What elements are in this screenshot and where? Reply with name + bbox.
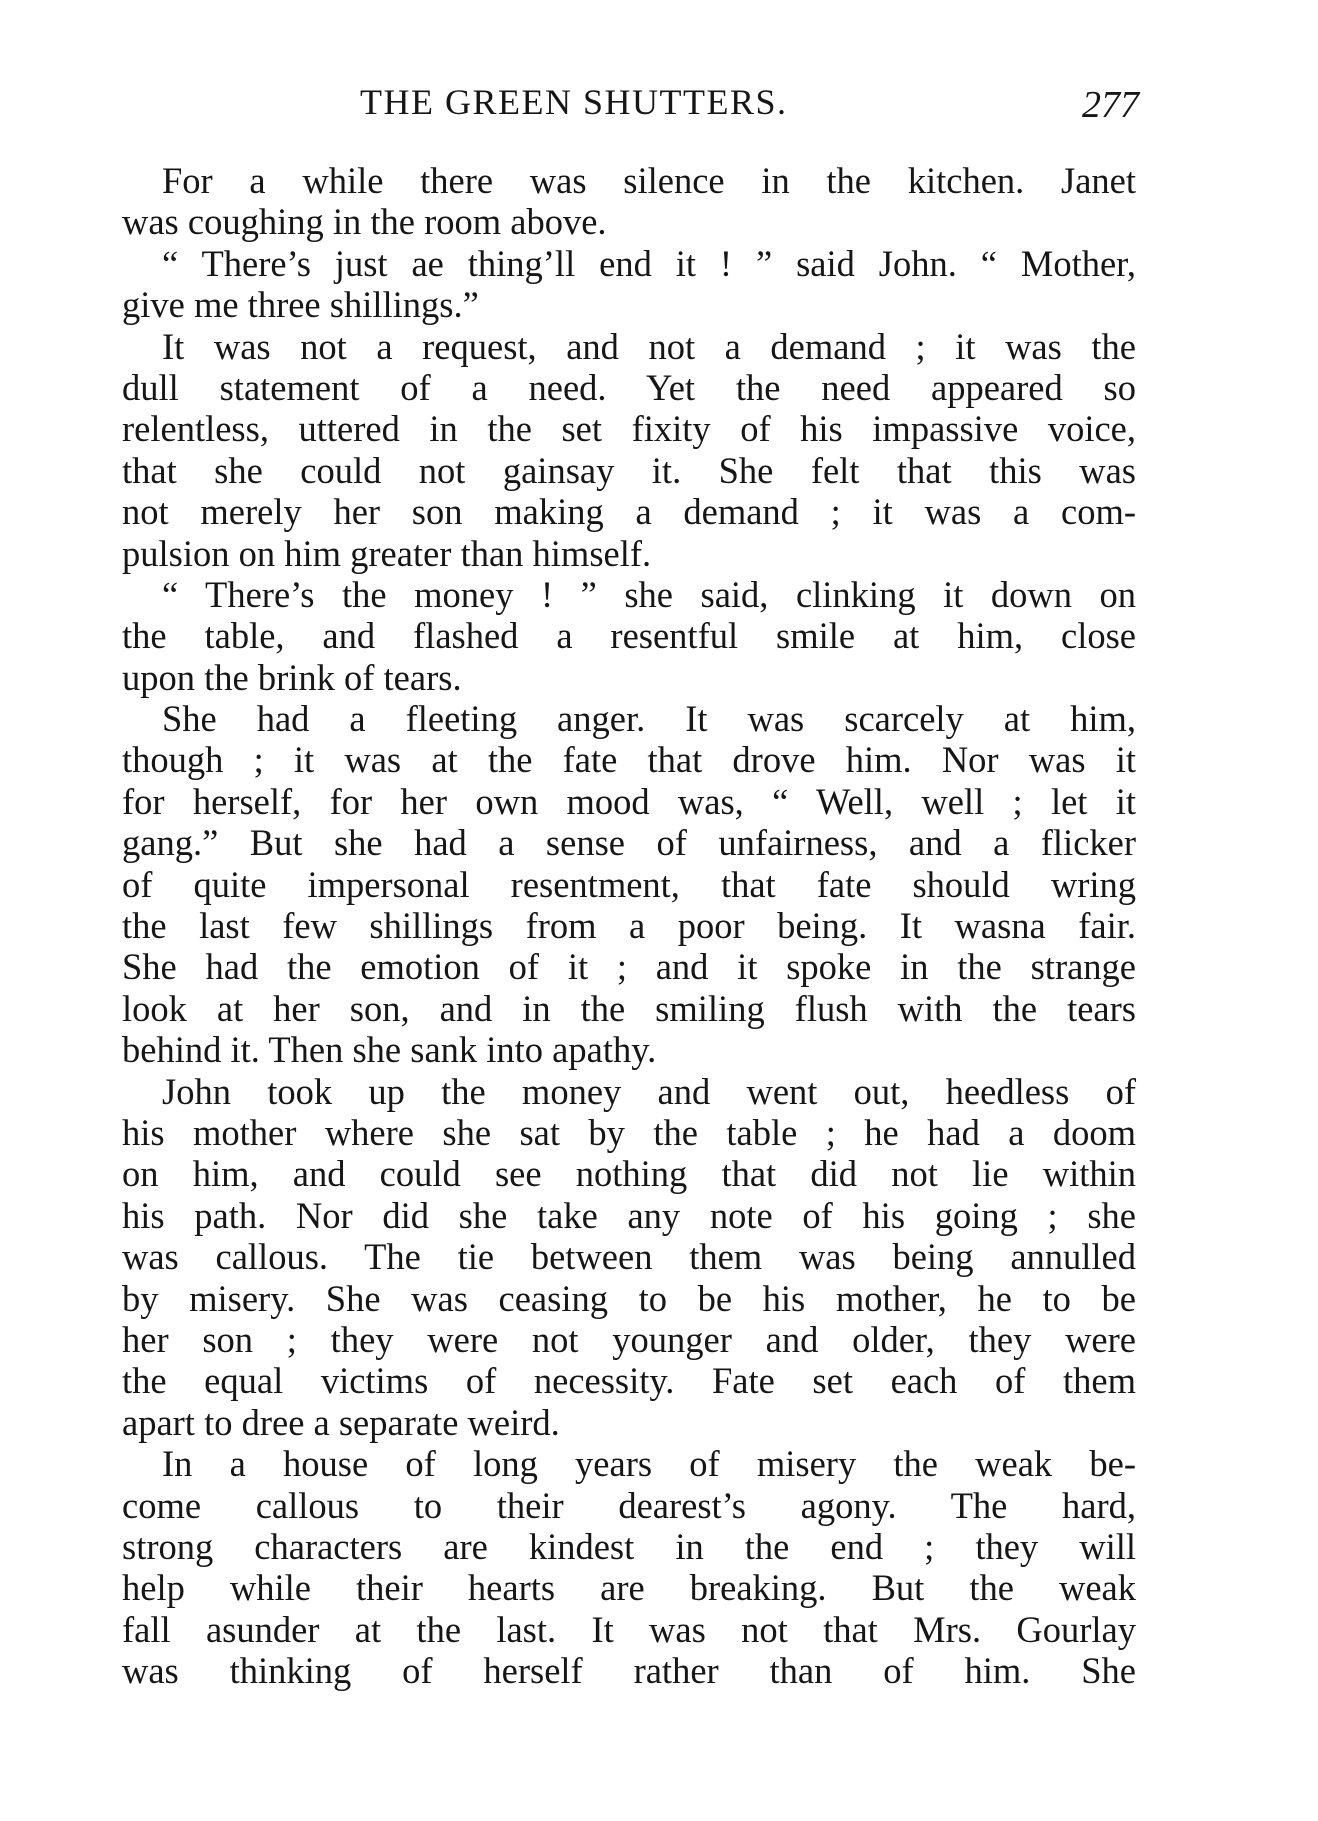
text-line: help while their hearts are breaking. But the weak (122, 1567, 1136, 1609)
text-line: gang.” But she had a sense of unfairness, and a flicker (122, 822, 1136, 864)
text-line: For a while there was silence in the kitchen. Janet (162, 160, 1136, 201)
text-line: for herself, for her own mood was, “ Well, well ; let it (122, 780, 1136, 822)
text-line: his mother where she sat by the table ; he had a doom (122, 1111, 1136, 1153)
text-line: In a house of long years of misery the weak be- (162, 1443, 1136, 1485)
text-line: was thinking of herself rather than of him. She (122, 1650, 1136, 1692)
text-line: of quite impersonal resentment, that fate should wring (122, 863, 1136, 905)
text-line: She had the emotion of it ; and it spoke in the strange (122, 946, 1136, 988)
text-line: apart to dree a separate weird. (122, 1401, 560, 1443)
text-line: was callous. The tie between them was being annulled (122, 1236, 1136, 1278)
paragraph (122, 574, 1136, 698)
paragraph (122, 326, 1136, 574)
text-line: the equal victims of necessity. Fate set each of them (122, 1360, 1136, 1402)
text-line: that she could not gainsay it. She felt that this was (122, 449, 1136, 491)
text-line: his path. Nor did she take any note of his going ; she (122, 1194, 1136, 1236)
text-line: come callous to their dearest’s agony. The hard, (122, 1484, 1136, 1526)
running-head-title: THE GREEN SHUTTERS. (360, 82, 788, 122)
paragraph (122, 1443, 1136, 1691)
text-line: not merely her son making a demand ; it was a com- (122, 491, 1136, 533)
text-line: upon the brink of tears. (122, 656, 462, 698)
text-line: fall asunder at the last. It was not that Mrs. Gourlay (122, 1608, 1136, 1650)
text-line: dull statement of a need. Yet the need appeared so (122, 366, 1136, 408)
text-line: strong characters are kindest in the end ; they will (122, 1525, 1136, 1567)
text-line: the table, and flashed a resentful smile at him, close (122, 615, 1136, 657)
text-line: “ There’s the money ! ” she said, clinking it down on (162, 573, 1136, 615)
text-line: relentless, uttered in the set fixity of his impassive voice, (122, 408, 1136, 450)
paragraph (122, 160, 1136, 243)
paragraph (122, 1071, 1136, 1444)
text-line: John took up the money and went out, heedless of (162, 1070, 1136, 1112)
text-line: the last few shillings from a poor being. It wasna fair. (122, 905, 1136, 947)
text-line: “ There’s just ae thing’ll end it ! ” said John. “ Mother, (162, 242, 1136, 284)
body-text (122, 160, 1136, 1691)
text-line: She had a fleeting anger. It was scarcely at him, (162, 698, 1136, 740)
paragraph (122, 698, 1136, 1071)
text-line: pulsion on him greater than himself. (122, 532, 652, 574)
page-number: 277 (1082, 84, 1139, 126)
text-line: by misery. She was ceasing to be his mother, he to be (122, 1277, 1136, 1319)
text-line: her son ; they were not younger and older, they were (122, 1318, 1136, 1360)
paragraph (122, 243, 1136, 326)
text-line: though ; it was at the fate that drove him. Nor was it (122, 739, 1136, 781)
text-line: give me three shillings.” (122, 284, 479, 326)
text-line: behind it. Then she sank into apathy. (122, 1029, 657, 1071)
text-line: look at her son, and in the smiling flush with the tears (122, 987, 1136, 1029)
text-line: on him, and could see nothing that did not lie within (122, 1153, 1136, 1195)
text-line: It was not a request, and not a demand ; it was the (162, 325, 1136, 367)
text-line: was coughing in the room above. (122, 201, 607, 243)
